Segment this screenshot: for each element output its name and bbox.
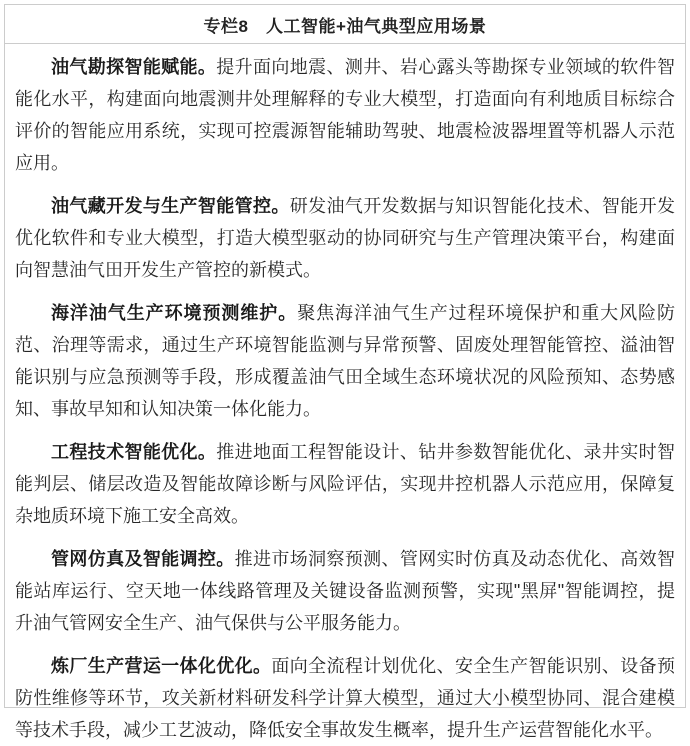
paragraph-pipeline-simulation [15,543,675,639]
paragraph-lead: 工程技术智能优化。 [51,442,217,462]
paragraph-lead: 管网仿真及智能调控。 [51,549,235,569]
paragraph-text: 研发油气开发数据与知识智能化技术、智能开发优化软件和专业大模型，打造大模型驱动的协同研究与生产管理决策平台，构建面向智慧油气田开发生产管控的新模式。 [15,196,676,280]
paragraph-text: 推进市场洞察预测、管网实时仿真及动态优化、高效智能站库运行、空天地一体线路管理及关键设备监测预警，实现"黑屏"智能调控，提升油气管网安全生产、油气保供与公平服务能力。 [15,549,676,633]
paragraph-text: 推进地面工程智能设计、钻井参数智能优化、录井实时智能判层、储层改造及智能故障诊断与风险评估，实现井控机器人示范应用，保障复杂地质环境下施工安全高效。 [15,442,676,526]
paragraph-text: 聚焦海洋油气生产过程环境保护和重大风险防范、治理等需求，通过生产环境智能监测与异常预警、固废处理智能管控、溢油智能识别与应急预测等手段，形成覆盖油气田全域生态环境状况的风险预知、态势感知、事故早知和认知决策一体化能力。 [15,303,675,419]
panel-body [5,44,685,746]
paragraph-text: 提升面向地震、测井、岩心露头等勘探专业领域的软件智能化水平，构建面向地震测井处理解释的专业大模型，打造面向有利地质目标综合评价的智能应用系统，实现可控震源智能辅助驾驶、地震检波器埋置等机器人示范应用。 [15,57,676,173]
paragraph-lead: 海洋油气生产环境预测维护。 [51,303,298,323]
paragraph-engineering-optimization [15,436,675,532]
paragraph-refinery-operation [15,650,675,746]
paragraph-lead: 炼厂生产营运一体化优化。 [51,656,272,676]
paragraph-lead: 油气勘探智能赋能。 [51,57,217,77]
paragraph-lead: 油气藏开发与生产智能管控。 [51,196,290,216]
paragraph-offshore-environment [15,297,675,425]
paragraph-oil-gas-exploration [15,51,675,179]
panel-title: 专栏8 人工智能+油气典型应用场景 [5,5,685,44]
paragraph-reservoir-development [15,190,675,286]
paragraph-text: 面向全流程计划优化、安全生产智能识别、设备预防性维修等环节，攻关新材料研发科学计算大模型，通过大小模型协同、混合建模等技术手段，减少工艺波动，降低安全事故发生概率，提升生产运营智能化水平。 [15,656,676,740]
feature-box [4,4,686,740]
